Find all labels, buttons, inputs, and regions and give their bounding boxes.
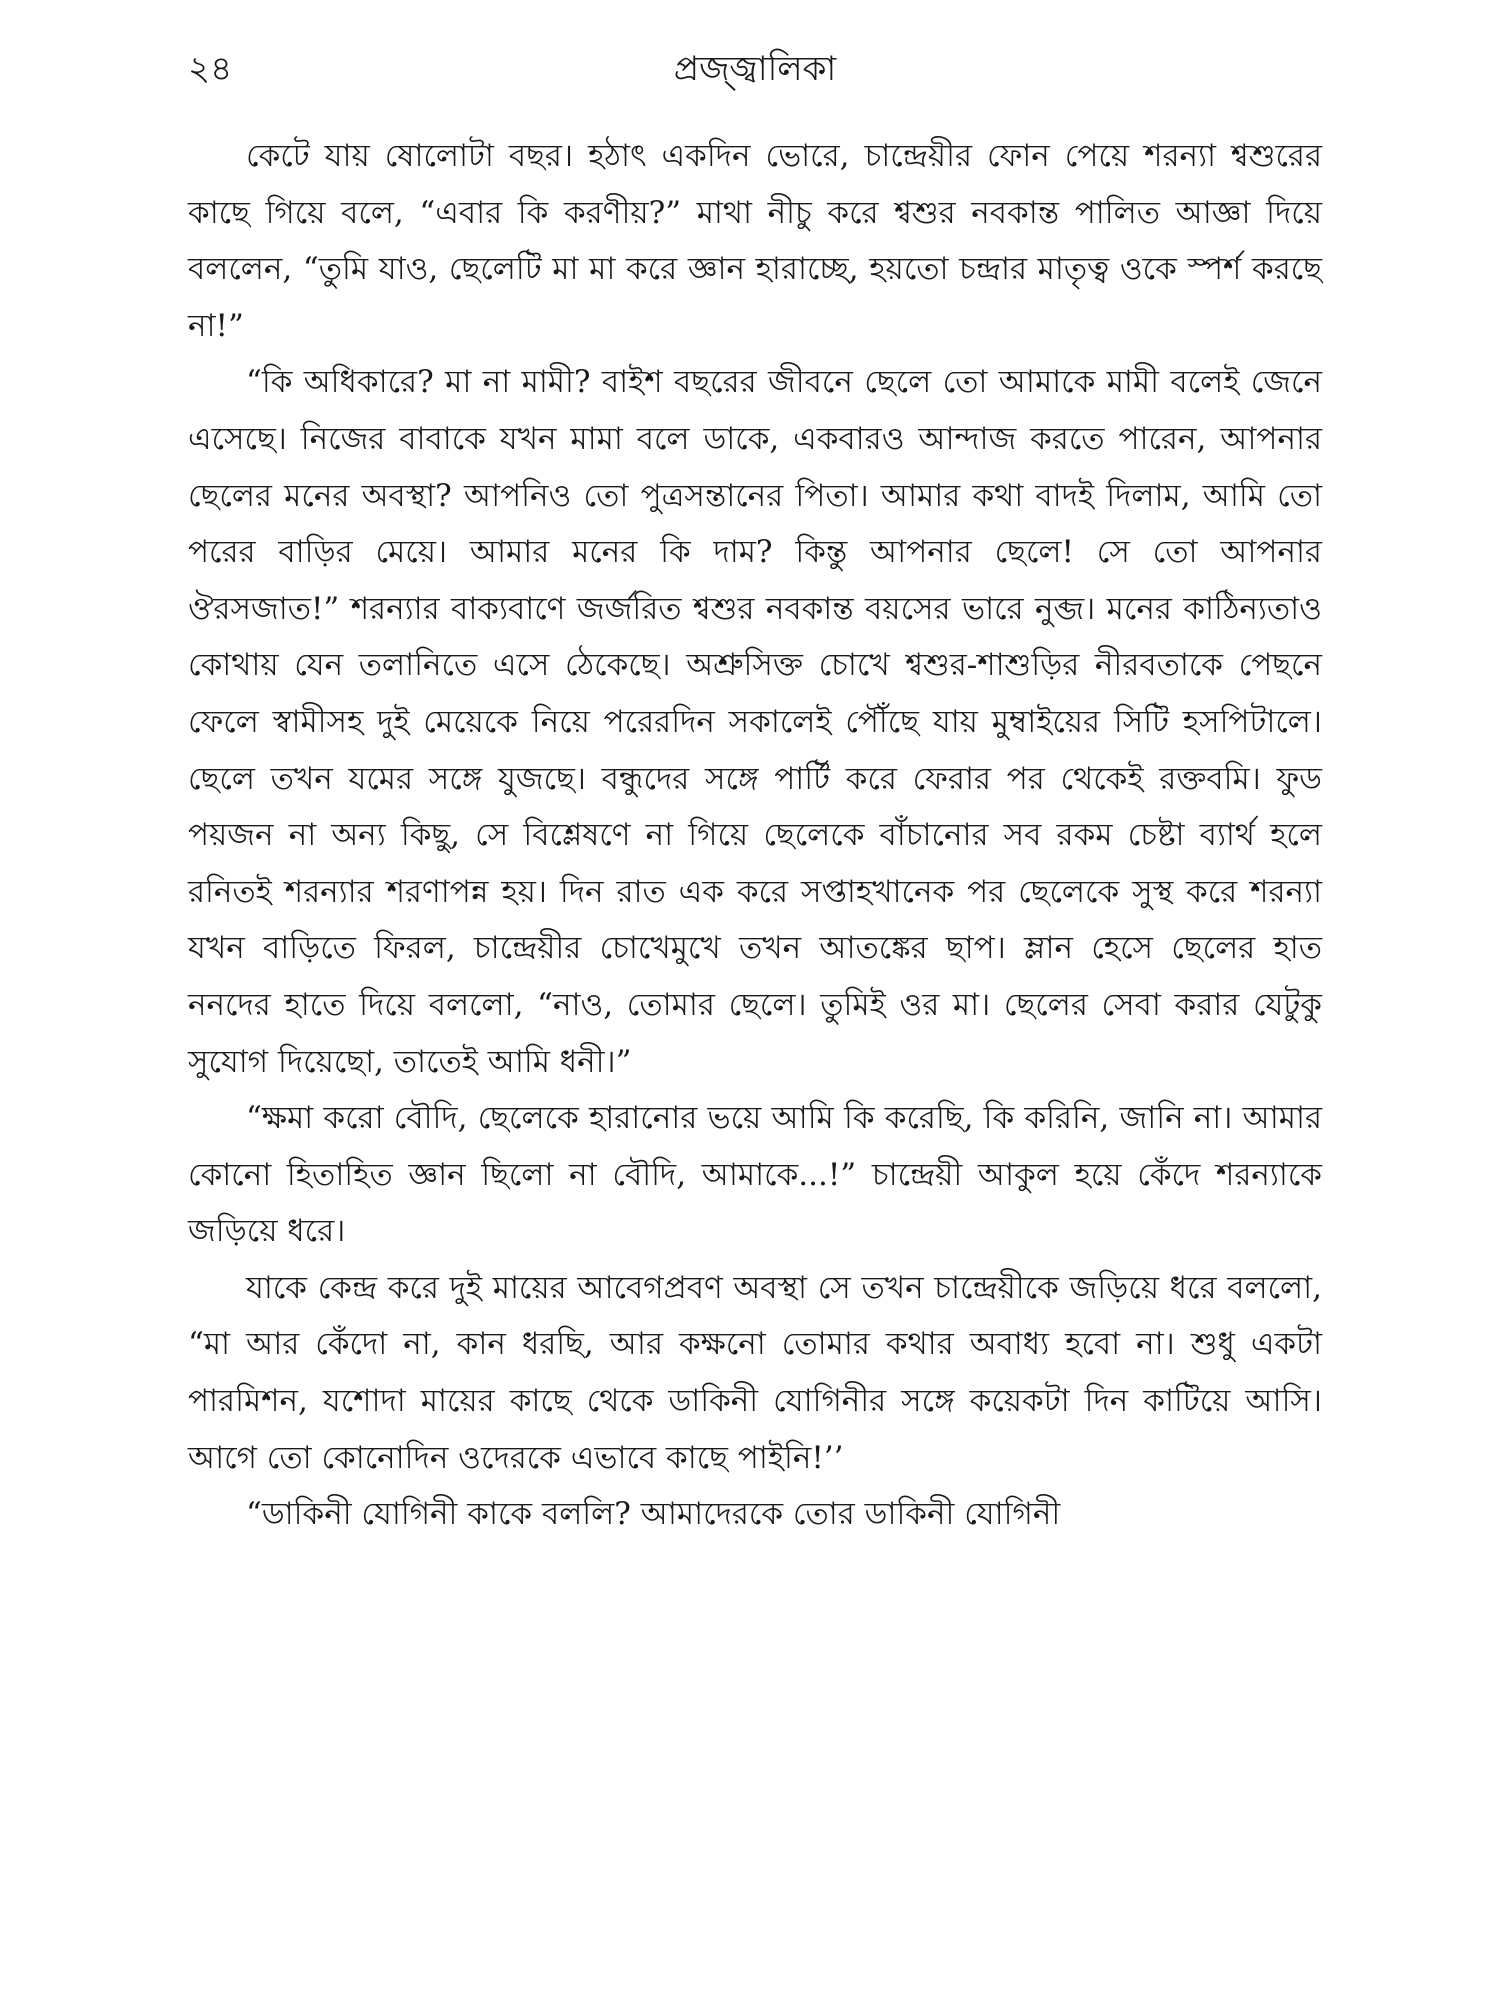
page-number: ২৪ [188, 49, 233, 89]
running-head [188, 44, 1322, 94]
paragraph: কেটে যায় ষোলোটা বছর। হঠাৎ একদিন ভোরে, চান্দ্রেয়ীর ফোন পেয়ে শরন্যা শ্বশুরের কাছে গিয়ে বলে, “এবার কি করণীয়?” মাথা নীচু করে শ্বশুর নবকান্ত পালিত আজ্ঞা দিয়ে বললেন, “তুমি যাও, ছেলেটি মা মা করে জ্ঞান হারাচ্ছে, হয়তো চন্দ্রার মাতৃত্ব ওকে স্পর্শ করছে না!” [188, 138, 1322, 344]
body-text [188, 128, 1322, 1543]
book-title: প্রজ্জ্বালিকা [673, 49, 837, 89]
paragraph: যাকে কেন্দ্র করে দুই মায়ের আবেগপ্রবণ অবস্থা সে তখন চান্দ্রেয়ীকে জড়িয়ে ধরে বললো, “মা আর কেঁদো না, কান ধরছি, আর কক্ষনো তোমার কথার অবাধ্য হবো না। শুধু একটা পারমিশন, যশোদা মায়ের কাছে থেকে ডাকিনী যোগিনীর সঙ্গে কয়েকটা দিন কাটিয়ে আসি। আগে তো কোনোদিন ওদেরকে এভাবে কাছে পাইনি!’’ [188, 1269, 1322, 1476]
paragraph: “ডাকিনী যোগিনী কাকে বললি? আমাদেরকে তোর ডাকিনী যোগিনী [246, 1496, 1061, 1533]
paragraph: “ক্ষমা করো বৌদি, ছেলেকে হারানোর ভয়ে আমি কি করেছি, কি করিনি, জানি না। আমার কোনো হিতাহিত জ্ঞান ছিলো না বৌদি, আমাকে...!” চান্দ্রেয়ী আকুল হয়ে কেঁদে শরন্যাকে জড়িয়ে ধরে। [188, 1100, 1322, 1250]
paragraph: “কি অধিকারে? মা না মামী? বাইশ বছরের জীবনে ছেলে তো আমাকে মামী বলেই জেনে এসেছে। নিজের বাবাকে যখন মামা বলে ডাকে, একবারও আন্দাজ করতে পারেন, আপনার ছেলের মনের অবস্থা? আপনিও তো পুত্রসন্তানের পিতা। আমার কথা বাদই দিলাম, আমি তো পরের বাড়ির মেয়ে। আমার মনের কি দাম? কিন্তু আপনার ছেলে! সে তো আপনার ঔরসজাত!” শরন্যার বাক্যবাণে জর্জরিত শ্বশুর নবকান্ত বয়সের ভারে নুব্জ। মনের কাঠিন্যতাও কোথায় যেন তলানিতে এসে ঠেকেছে। অশ্রুসিক্ত চোখে শ্বশুর-শাশুড়ির নীরবতাকে পেছনে ফেলে স্বামীসহ দুই মেয়েকে নিয়ে পরেরদিন সকালেই পৌঁছে যায় মুম্বাইয়ের সিটি হসপিটালে। ছেলে তখন যমের সঙ্গে যুজছে। বন্ধুদের সঙ্গে পার্টি করে ফেরার পর থেকেই রক্তবমি। ফুড পয়জন না অন্য কিছু, সে বিশ্লেষণে না গিয়ে ছেলেকে বাঁচানোর সব রকম চেষ্টা ব্যার্থ হলে রনিতই শরন্যার শরণাপন্ন হয়। দিন রাত এক করে সপ্তাহখানেক পর ছেলেকে সুস্থ করে শরন্যা যখন বাড়িতে ফিরল, চান্দ্রেয়ীর চোখেমুখে তখন আতঙ্কের ছাপ। ম্লান হেসে ছেলের হাত ননদের হাতে দিয়ে বললো, “নাও, তোমার ছেলে। তুমিই ওর মা। ছেলের সেবা করার যেটুকু সুযোগ দিয়েছো, তাতেই আমি ধনী।” [188, 364, 1322, 1080]
